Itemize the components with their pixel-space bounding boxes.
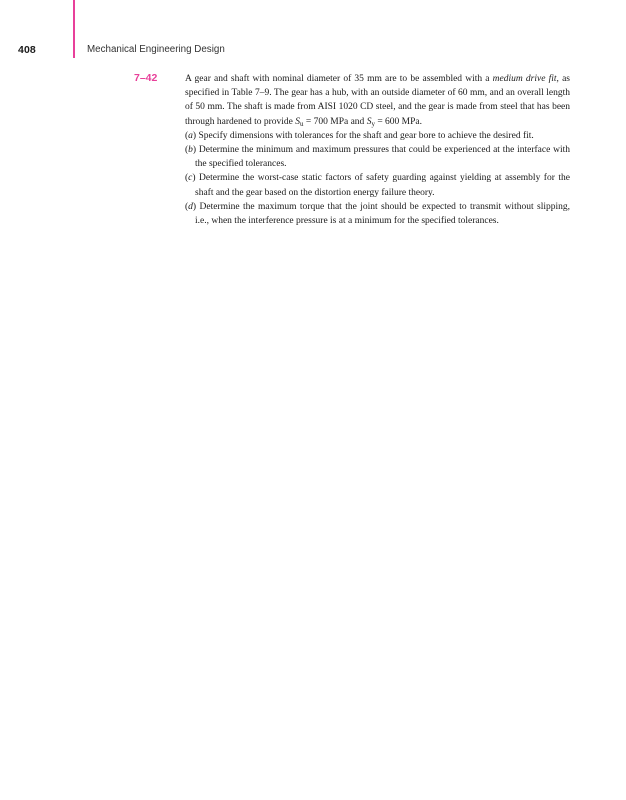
page-number: 408	[18, 44, 36, 56]
part-label: c	[188, 173, 193, 184]
problem-body	[185, 72, 570, 228]
problem-part-a: (a) Specify dimensions with tolerances for the shaft and gear bore to achieve the desired fit.	[185, 130, 534, 141]
problem-part-b: (b) Determine the minimum and maximum pressures that could be experienced at the interface with the specified tolerances.	[185, 145, 570, 170]
part-text: Specify dimensions with tolerances for the shaft and gear bore to achieve the desired fit.	[196, 130, 534, 141]
yield-strength-subscript: y	[371, 119, 375, 128]
part-text: Determine the maximum torque that the joint should be expected to transmit without slipping, i.e., when the interference pressure is at a minimum for the specified tolerances.	[195, 201, 570, 227]
statement-text-1: A gear and shaft with nominal diameter of 35 mm are to be assembled with a	[185, 74, 493, 84]
part-text: Determine the minimum and maximum pressures that could be experienced at the interface with the specified tolerances.	[195, 145, 570, 170]
yield-strength-value: = 600 MPa.	[374, 116, 422, 127]
problem-part-c: (c) Determine the worst-case static factors of safety guarding against yielding at assembly for the shaft and the gear based on the distortion energy failure theory.	[185, 173, 570, 198]
part-label: b	[188, 145, 193, 156]
statement-text-2: as specified in Table 7–9. The gear has a hub, with an outside diameter of 60 mm, and an overall length of 50 mm. The shaft is made from AISI 1020 CD steel, and the gear is made from steel that has been through hardened to provide	[185, 74, 570, 127]
statement-emphasis: medium drive fit,	[492, 74, 559, 84]
page-margin-rule	[73, 0, 75, 58]
problem-number: 7–42	[134, 72, 158, 84]
problem-part-d: (d) Determine the maximum torque that the joint should be expected to transmit without slipping, i.e., when the interference pressure is at a minimum for the specified tolerances.	[185, 201, 570, 227]
part-label: a	[188, 130, 193, 141]
problem-parts	[185, 129, 570, 228]
ultimate-strength-value: = 700 MPa and	[303, 116, 367, 127]
ultimate-strength-subscript: u	[300, 119, 304, 128]
ultimate-strength-symbol: S	[295, 116, 301, 127]
problem-statement	[185, 72, 570, 129]
part-label: d	[188, 201, 193, 212]
running-title: Mechanical Engineering Design	[87, 44, 225, 55]
yield-strength-symbol: S	[366, 116, 372, 127]
part-text: Determine the worst-case static factors of safety guarding against yielding at assembly for the shaft and the gear based on the distortion energy failure theory.	[195, 173, 570, 198]
